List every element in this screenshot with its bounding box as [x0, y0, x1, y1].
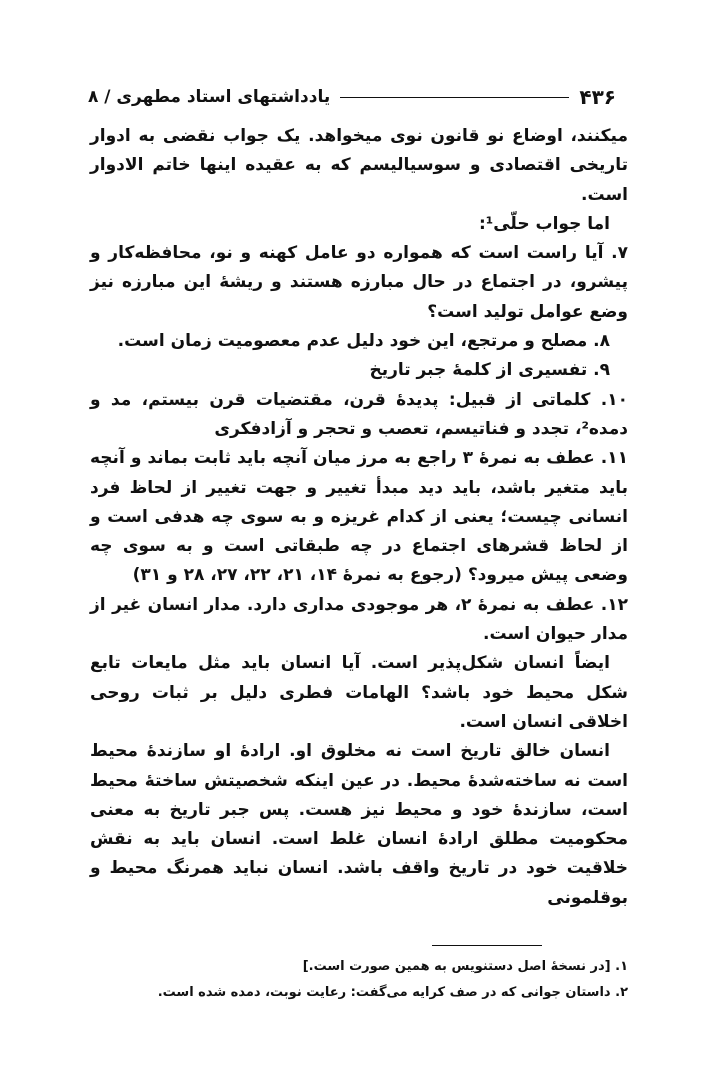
- item-12: ۱۲. عطف به نمرهٔ ۲، هر موجودی مداری دارد. مدار انسان غیر از مدار حیوان است.: [90, 594, 628, 645]
- item-11: ۱۱. عطف به نمرهٔ ۳ راجع به مرز میان آنچه باید ثابت بماند و آنچه باید متغیر باشد، باید دید مبدأ تغییر و جهت تغییر از لحاظ فرد انسانی چیست؛ یعنی از کدام غریزه و به سوی چه هدفی است و از لحاظ قشرهای اجتماع در چه طبقاتی است و به سوی چه وضعی پیش میرود؟ (رجوع به نمرهٔ ۱۴، ۲۱، ۲۲، ۲۷، ۲۸ و ۳۱): [90, 448, 628, 586]
- footnote-1: ۱. [در نسخهٔ اصل دستنویس به همین صورت است.]: [302, 959, 628, 974]
- footnote-2: ۲. داستان جوانی که در صف کرایه می‌گفت: رعایت نوبت، دمده شده است.: [157, 985, 628, 1000]
- item-8: ۸. مصلح و مرتجع، این خود دلیل عدم معصومیت زمان است.: [117, 331, 610, 352]
- header-rule: [340, 97, 569, 98]
- paragraph-adaptable: ایضاً انسان شکل‌پذیر است. آیا انسان باید مثل مایعات تابع شکل محیط خود باشد؟ الهامات فطری دلیل بر ثبات روحی اخلاقی انسان است.: [90, 653, 628, 732]
- footnotes: [90, 954, 628, 1006]
- paragraph-answer: اما جواب حلّی¹:: [478, 213, 610, 234]
- page-number: ۴۳۶: [579, 85, 616, 109]
- item-10: ۱۰. کلماتی از قبیل: پدیدهٔ قرن، مقتضیات قرن بیستم، مد و دمده²، تجدد و فناتیسم، تعصب و تحجر و آزادفکری: [90, 389, 628, 439]
- footnote-rule: [432, 945, 542, 946]
- page-header: [88, 84, 616, 110]
- item-7: ۷. آیا راست است که همواره دو عامل کهنه و نو، محافظه‌کار و پیشرو، در اجتماع در حال مبارزه هستند و ریشهٔ این مبارزه نیز وضع عوامل تولید است؟: [90, 243, 628, 322]
- paragraph-intro: میکنند، اوضاع نو قانون نوی میخواهد. یک جواب نقضی به ادوار تاریخی اقتصادی و سوسیالیسم که به عقیده اینها خاتم الادوار است.: [90, 126, 628, 205]
- item-9: ۹. تفسیری از کلمهٔ جبر تاریخ: [369, 360, 610, 381]
- running-title: یادداشتهای استاد مطهری / ۸: [88, 87, 331, 107]
- paragraph-creator: انسان خالق تاریخ است نه مخلوق او. ارادهٔ او سازندهٔ محیط است نه ساخته‌شدهٔ محیط. در عین اینکه شخصیتش ساختهٔ محیط است، سازندهٔ خود و محیط نیز هست. پس جبر تاریخ به معنی محکومیت مطلق ارادهٔ انسان غلط است. انسان باید به نقش خلاقیت خود در تاریخ واقف باشد. انسان نباید همرنگ محیط و بوقلمونی: [90, 741, 628, 908]
- body-text: [90, 122, 628, 913]
